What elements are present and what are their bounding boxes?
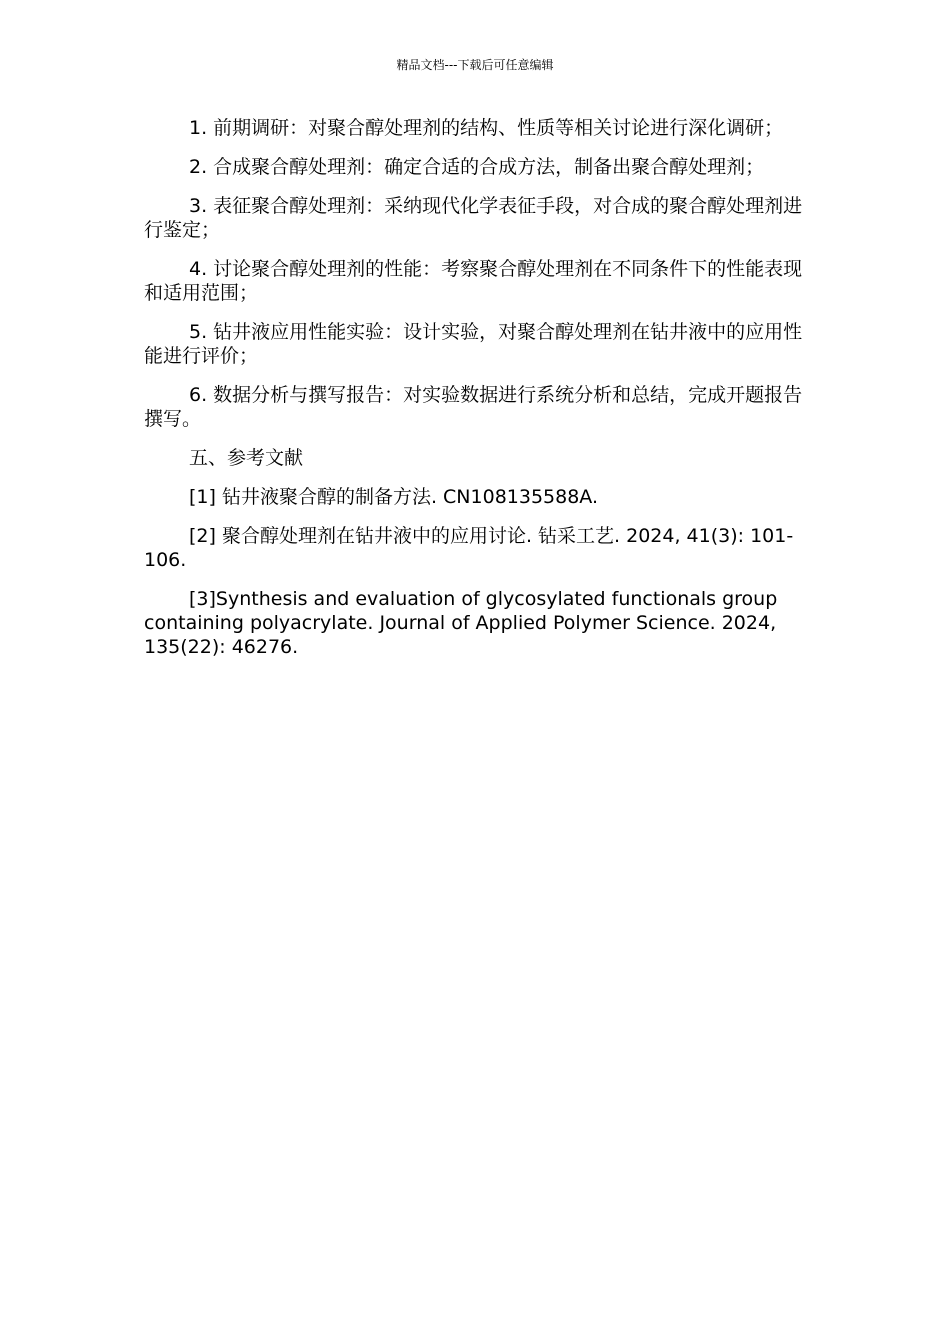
reference-3: [3]Synthesis and evaluation of glycosylated functionals group containing polyacrylate. Journal of Applied Polymer Science. 2024, 135(22): 46276. xyxy=(144,588,778,658)
step-4-paragraph: 4. 讨论聚合醇处理剂的性能：考察聚合醇处理剂在不同条件下的性能表现和适用范围； xyxy=(144,258,803,304)
reference-2: [2] 聚合醇处理剂在钻井液中的应用讨论. 钻采工艺. 2024, 41(3): 101-106. xyxy=(144,525,794,571)
references-heading: 五、参考文献 xyxy=(189,447,304,469)
step-5-paragraph: 5. 钻井液应用性能实验：设计实验，对聚合醇处理剂在钻井液中的应用性能进行评价； xyxy=(144,321,803,367)
document-body xyxy=(144,116,808,674)
step-1-paragraph: 1. 前期调研：对聚合醇处理剂的结构、性质等相关讨论进行深化调研； xyxy=(189,117,784,139)
page-header: 精品文档---下载后可任意编辑 xyxy=(396,58,554,72)
step-6-paragraph: 6. 数据分析与撰写报告：对实验数据进行系统分析和总结，完成开题报告撰写。 xyxy=(144,384,803,430)
step-3-paragraph: 3. 表征聚合醇处理剂：采纳现代化学表征手段，对合成的聚合醇处理剂进行鉴定； xyxy=(144,195,803,241)
reference-1: [1] 钻井液聚合醇的制备方法. CN108135588A. xyxy=(189,486,599,508)
step-2-paragraph: 2. 合成聚合醇处理剂：确定合适的合成方法，制备出聚合醇处理剂； xyxy=(189,156,765,178)
